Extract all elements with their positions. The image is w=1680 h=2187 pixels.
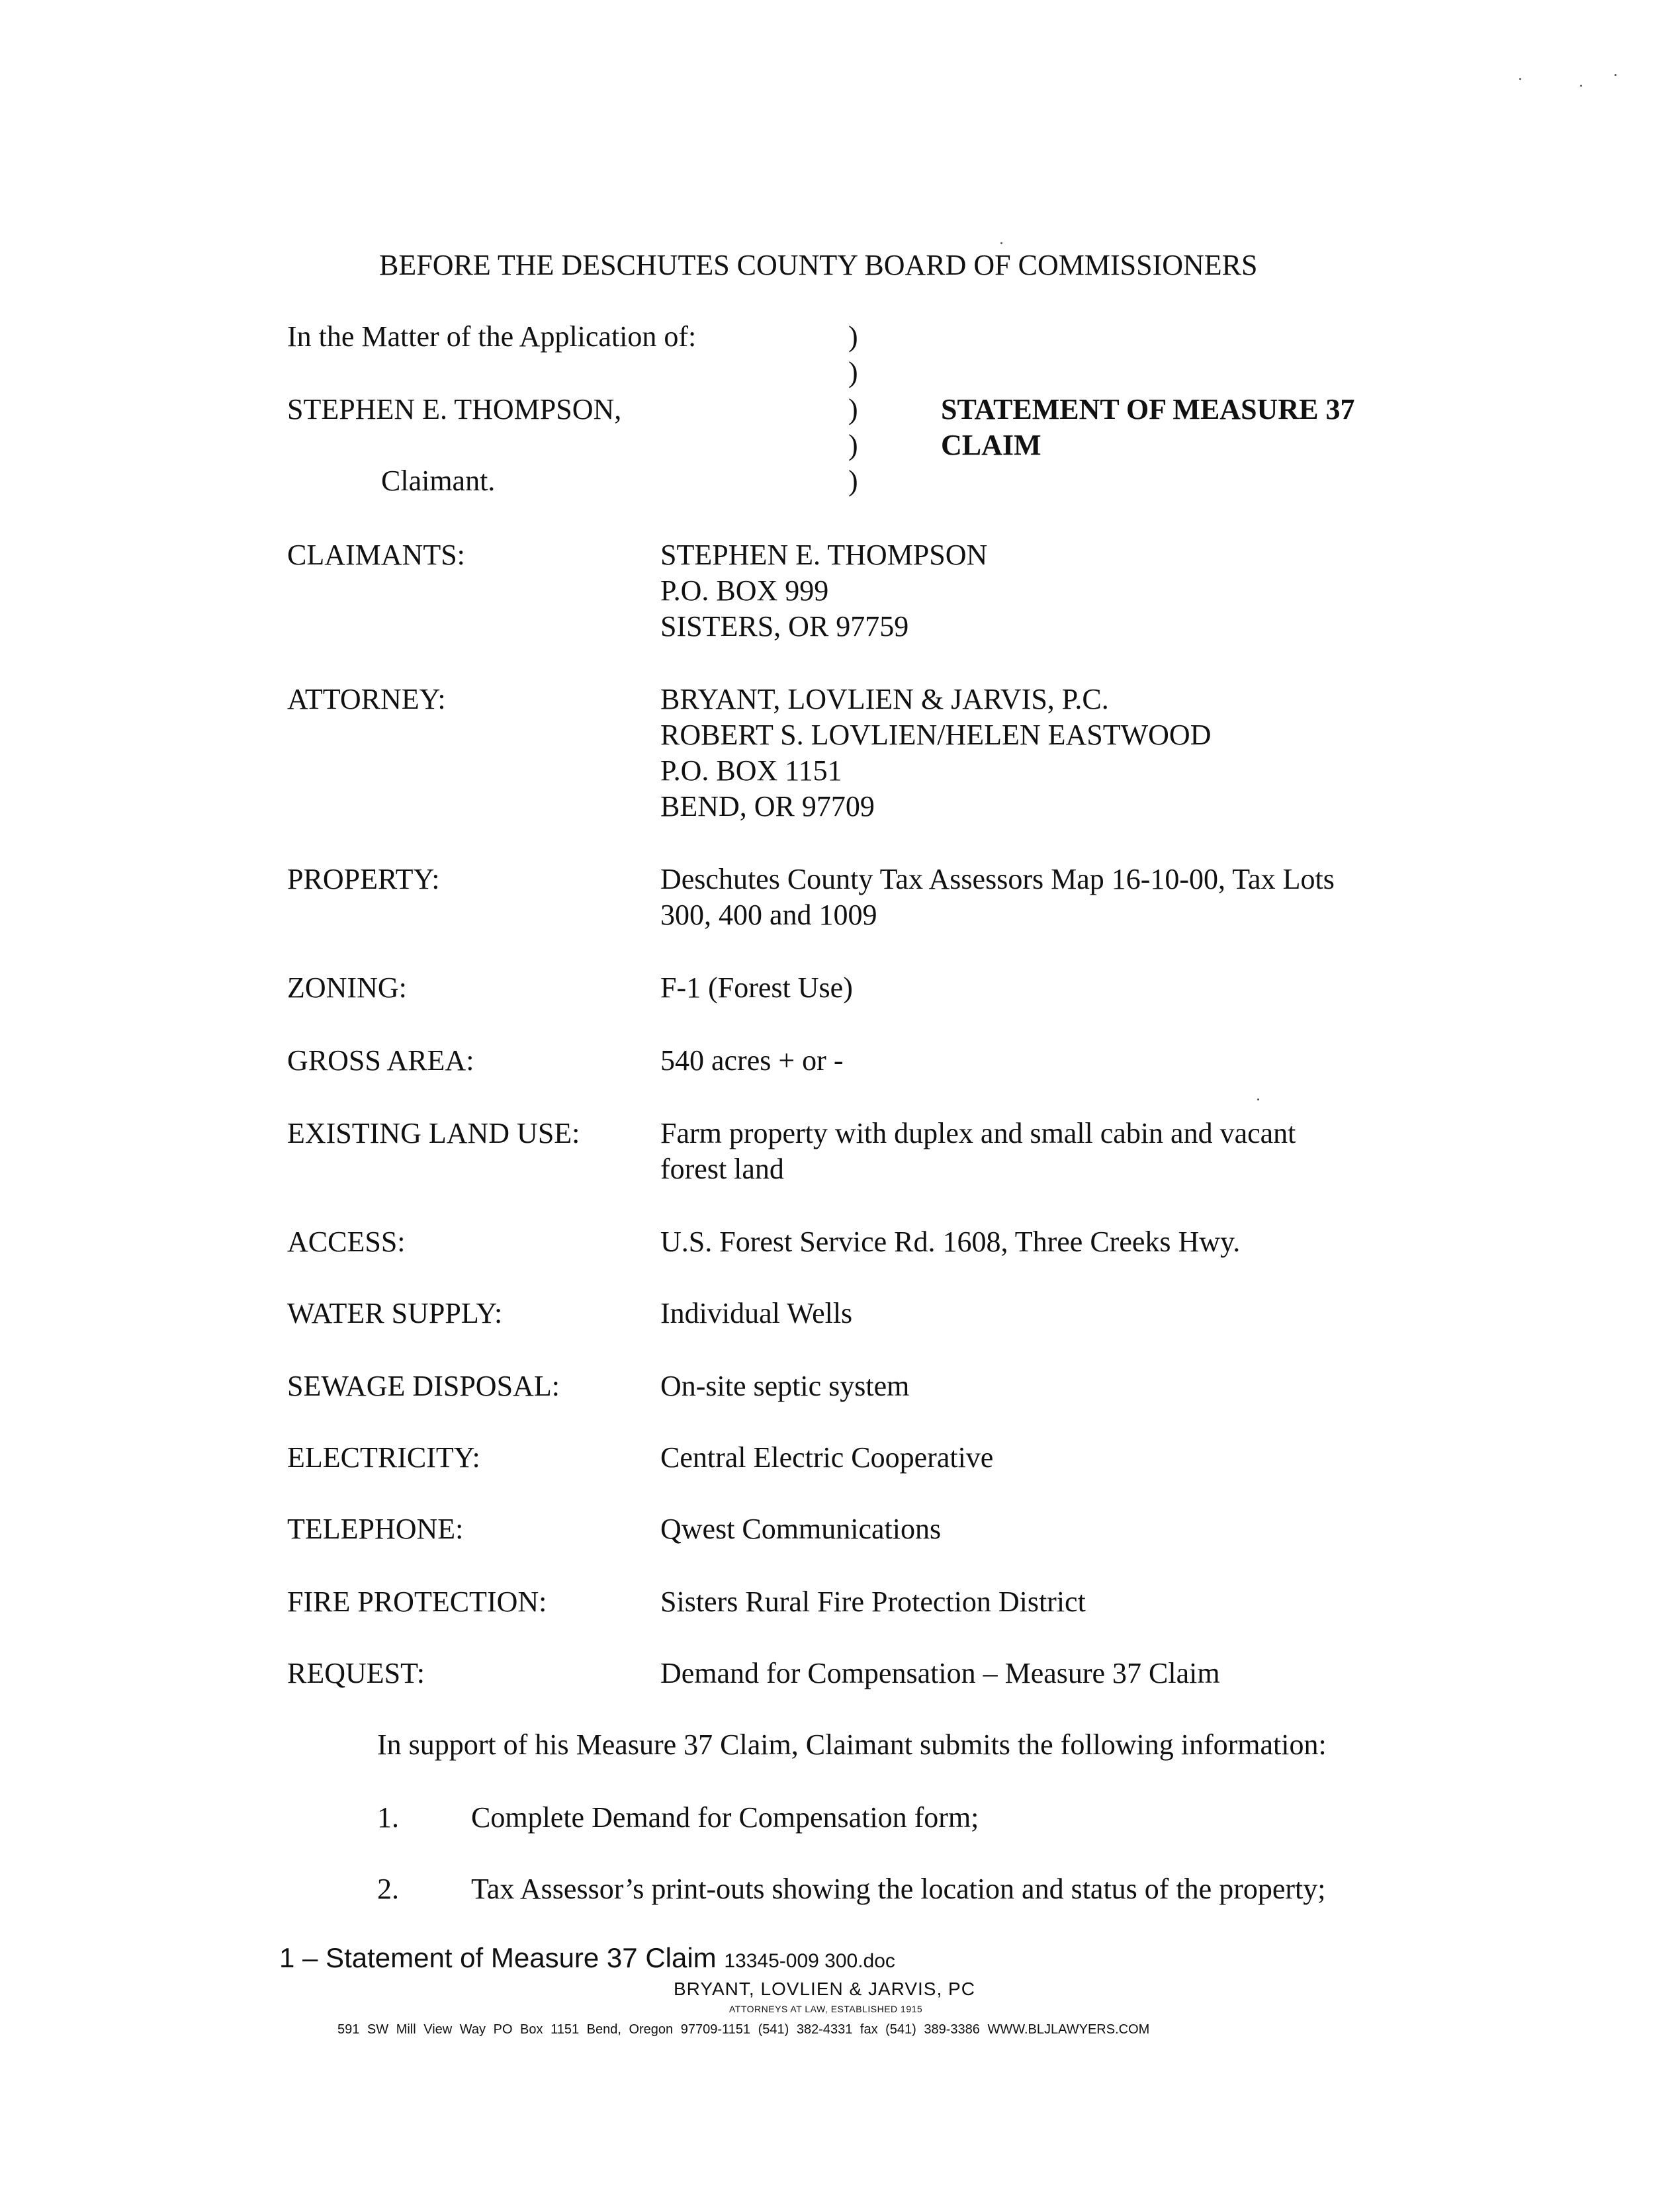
existing-land-use-line: forest land — [660, 1153, 784, 1185]
claimants-line: P.O. BOX 999 — [660, 574, 829, 607]
sewage-disposal-value: On-site septic system — [660, 1370, 910, 1402]
list-item-text: Tax Assessor’s print-outs showing the location and status of the property; — [471, 1873, 1326, 1905]
attorney-line: BRYANT, LOVLIEN & JARVIS, P.C. — [660, 683, 1109, 715]
caption-paren: ) — [848, 465, 858, 497]
attorney-label: ATTORNEY: — [287, 683, 446, 715]
request-label: REQUEST: — [287, 1657, 425, 1689]
document-title-line1: STATEMENT OF MEASURE 37 — [941, 393, 1355, 425]
request-value: Demand for Compensation – Measure 37 Claim — [660, 1657, 1220, 1689]
existing-land-use-label: EXISTING LAND USE: — [287, 1117, 580, 1149]
intro-paragraph: In support of his Measure 37 Claim, Claimant submits the following information: — [377, 1728, 1327, 1761]
gross-area-value: 540 acres + or - — [660, 1044, 844, 1077]
caption-paren: ) — [848, 429, 858, 461]
caption-paren: ) — [848, 320, 858, 353]
claimants-label: CLAIMANTS: — [287, 539, 465, 571]
list-item-number: 1. — [377, 1801, 399, 1834]
firm-address: 591 SW Mill View Way PO Box 1151 Bend, Oregon 97709-1151 (541) 382-4331 fax (541) 389-3386 WWW.BLJLAWYERS.COM — [337, 2022, 1150, 2037]
claimants-line: STEPHEN E. THOMPSON — [660, 539, 988, 571]
access-label: ACCESS: — [287, 1226, 406, 1258]
page-title: BEFORE THE DESCHUTES COUNTY BOARD OF COMMISSIONERS — [379, 249, 1258, 281]
list-item-text: Complete Demand for Compensation form; — [471, 1801, 979, 1834]
fire-protection-value: Sisters Rural Fire Protection District — [660, 1585, 1086, 1618]
firm-name: BRYANT, LOVLIEN & JARVIS, PC — [674, 1979, 975, 1999]
list-item-number: 2. — [377, 1873, 399, 1905]
electricity-label: ELECTRICITY: — [287, 1441, 480, 1474]
telephone-value: Qwest Communications — [660, 1513, 942, 1545]
attorney-line: ROBERT S. LOVLIEN/HELEN EASTWOOD — [660, 719, 1212, 751]
claimant-role: Claimant. — [381, 465, 496, 497]
attorney-line: BEND, OR 97709 — [660, 790, 875, 823]
attorney-line: P.O. BOX 1151 — [660, 754, 842, 787]
property-label: PROPERTY: — [287, 863, 440, 895]
telephone-label: TELEPHONE: — [287, 1513, 464, 1545]
matter-line: In the Matter of the Application of: — [287, 320, 697, 353]
document-reference: 13345-009 300.doc — [724, 1950, 895, 1972]
property-line: 300, 400 and 1009 — [660, 899, 877, 931]
scan-speck — [1580, 85, 1582, 87]
zoning-value: F-1 (Forest Use) — [660, 971, 853, 1004]
document-title-line2: CLAIM — [941, 429, 1041, 461]
property-line: Deschutes County Tax Assessors Map 16-10-00, Tax Lots — [660, 863, 1335, 895]
water-supply-label: WATER SUPPLY: — [287, 1297, 503, 1329]
caption-paren: ) — [848, 393, 858, 425]
footer-page-label — [279, 1942, 895, 1978]
water-supply-value: Individual Wells — [660, 1297, 853, 1329]
fire-protection-label: FIRE PROTECTION: — [287, 1585, 547, 1618]
sewage-disposal-label: SEWAGE DISPOSAL: — [287, 1370, 560, 1402]
page-label: 1 – Statement of Measure 37 Claim — [279, 1942, 717, 1973]
scan-speck — [1257, 1098, 1259, 1100]
electricity-value: Central Electric Cooperative — [660, 1441, 994, 1474]
existing-land-use-line: Farm property with duplex and small cabin and vacant — [660, 1117, 1296, 1149]
gross-area-label: GROSS AREA: — [287, 1044, 474, 1077]
zoning-label: ZONING: — [287, 971, 407, 1004]
claimants-line: SISTERS, OR 97759 — [660, 610, 909, 643]
access-value: U.S. Forest Service Rd. 1608, Three Creeks Hwy. — [660, 1226, 1241, 1258]
firm-subtitle: ATTORNEYS AT LAW, ESTABLISHED 1915 — [729, 2004, 923, 2014]
applicant-name: STEPHEN E. THOMPSON, — [287, 393, 622, 425]
scan-speck — [1000, 242, 1002, 244]
scan-speck — [1614, 74, 1616, 76]
caption-paren: ) — [848, 356, 858, 388]
scan-speck — [1519, 78, 1521, 80]
